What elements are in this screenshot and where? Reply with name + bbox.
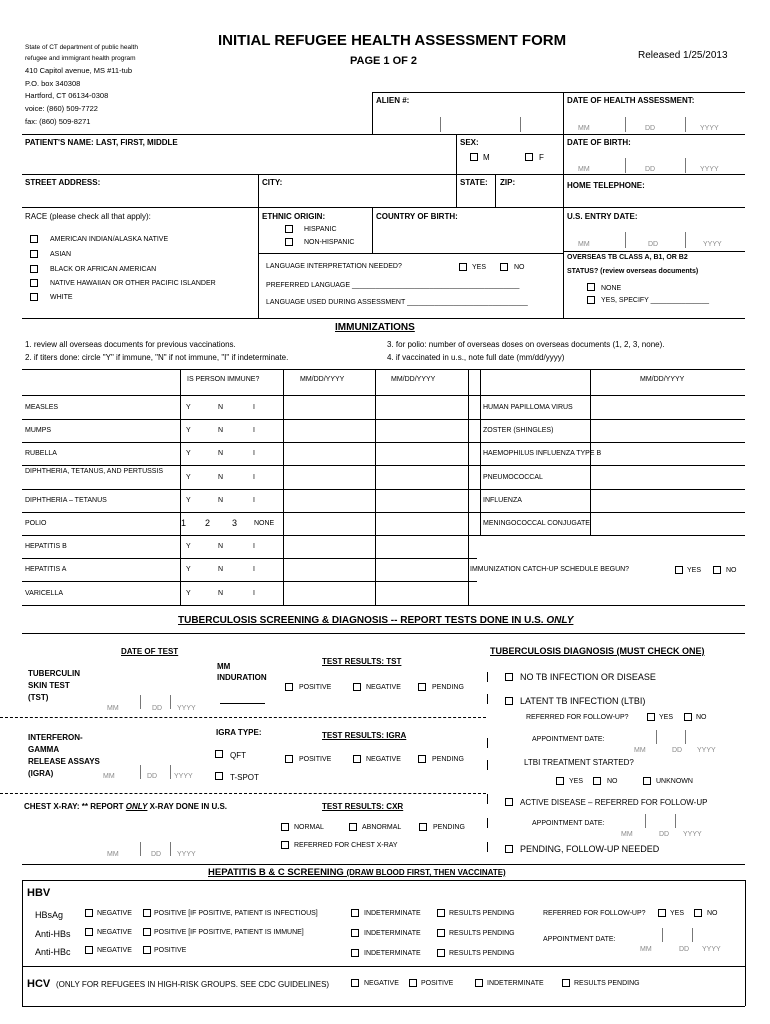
catchup-label: IMMUNIZATION CATCH-UP SCHEDULE BEGUN? (470, 566, 630, 573)
antihbc-positive-label: POSITIVE (154, 947, 187, 954)
antihbs-pending-checkbox[interactable] (437, 929, 445, 937)
vaccine-meningococcal: MENINGOCOCCAL CONJUGATE (483, 520, 590, 527)
antihbc-indeterminate-checkbox[interactable] (351, 949, 359, 957)
country-of-birth-field[interactable] (376, 222, 560, 250)
hcv-negative-label: NEGATIVE (364, 980, 399, 987)
pending-followup-checkbox[interactable] (505, 845, 513, 853)
form-title: INITIAL REFUGEE HEALTH ASSESSMENT FORM (218, 32, 567, 49)
ltbi-referred-no-checkbox[interactable] (684, 713, 692, 721)
cxr-abnormal-checkbox[interactable] (349, 823, 357, 831)
hbsag-positive-label: POSITIVE [IF POSITIVE, PATIENT IS INFECTIOUS] (154, 910, 318, 917)
vaccine-measles: MEASLES (25, 404, 59, 411)
tb-class-none-label: NONE (601, 285, 622, 292)
patient-name-label: PATIENT'S NAME: LAST, FIRST, MIDDLE (25, 138, 178, 147)
tb-class-yes-checkbox[interactable] (587, 296, 595, 304)
igra-results-label: TEST RESULTS: IGRA (322, 731, 407, 740)
hcv-pending-label: RESULTS PENDING (574, 980, 640, 987)
no-tb-checkbox[interactable] (505, 673, 513, 681)
sex-f-label: F (539, 153, 544, 162)
us-entry-date-label: U.S. ENTRY DATE: (567, 212, 638, 221)
entry-mm: MM (578, 241, 590, 248)
catchup-no-checkbox[interactable] (713, 566, 721, 574)
hbsag-negative-label: NEGATIVE (97, 910, 132, 917)
igra-type-label: IGRA TYPE: (216, 728, 262, 737)
interp-no-checkbox[interactable] (500, 263, 508, 271)
tst-induration-label: INDURATION (217, 673, 267, 682)
date-of-test-label: DATE OF TEST (121, 647, 179, 656)
igra-tspot-checkbox[interactable] (215, 772, 223, 780)
vaccine-rubella: RUBELLA (25, 450, 57, 457)
hbv-appointment-label: APPOINTMENT DATE: (543, 936, 616, 943)
antihbs-indeterminate-label: INDETERMINATE (364, 930, 421, 937)
hcv-label: HCV (27, 978, 51, 990)
street-label: STREET ADDRESS: (25, 178, 101, 187)
immun-instruction-1: 1. review all overseas documents for previous vaccinations. (25, 340, 236, 349)
zip-field[interactable] (499, 188, 559, 204)
igra-tspot-label: T-SPOT (230, 773, 259, 782)
igra-pending-checkbox[interactable] (418, 755, 426, 763)
agency-line: 410 Capitol avenue, MS #11-tub (25, 66, 133, 75)
interpretation-label: LANGUAGE INTERPRETATION NEEDED? (266, 263, 402, 270)
assessment-date-field[interactable] (566, 106, 742, 122)
non-hispanic-checkbox[interactable] (285, 238, 293, 246)
ltbi-tx-yes-checkbox[interactable] (556, 777, 564, 785)
antihbc-negative-checkbox[interactable] (85, 946, 93, 954)
tb-class-none-checkbox[interactable] (587, 283, 595, 291)
hispanic-label: HISPANIC (304, 226, 337, 233)
hbsag-pending-checkbox[interactable] (437, 909, 445, 917)
interp-no-label: NO (514, 264, 525, 271)
antihbc-label: Anti-HBc (35, 947, 71, 957)
ltbi-appointment-label: APPOINTMENT DATE: (532, 736, 605, 743)
zip-label: ZIP: (500, 178, 516, 187)
col-is-immune: IS PERSON IMMUNE? (187, 376, 260, 383)
cxr-normal-label: NORMAL (294, 824, 324, 831)
cxr-pending-label: PENDING (433, 824, 465, 831)
immun-instruction-3: 3. for polio: number of overseas doses on overseas documents (1, 2, 3, none). (387, 340, 665, 349)
ltbi-referred-yes-checkbox[interactable] (647, 713, 655, 721)
race-checkbox[interactable] (30, 265, 38, 273)
agency-line: State of CT department of public health (25, 44, 138, 51)
race-checkbox[interactable] (30, 250, 38, 258)
vaccine-zoster: ZOSTER (SHINGLES) (483, 427, 554, 434)
pending-followup-label: PENDING, FOLLOW-UP NEEDED (520, 844, 660, 854)
street-field[interactable] (24, 188, 254, 204)
igra-positive-checkbox[interactable] (285, 755, 293, 763)
agency-line: P.O. box 340308 (25, 79, 81, 88)
vaccine-pneumococcal: PNEUMOCOCCAL (483, 474, 543, 481)
dob-yyyy: YYYY (700, 166, 719, 173)
catchup-yes-label: YES (687, 567, 702, 574)
dob-field[interactable] (566, 148, 742, 164)
ltbi-referred-yes-label: YES (659, 714, 674, 721)
preferred-language-field[interactable]: PREFERRED LANGUAGE ___________________________________________ (266, 282, 520, 289)
page-label: PAGE 1 OF 2 (350, 55, 418, 67)
cxr-referred-label: REFERRED FOR CHEST X-RAY (294, 842, 398, 849)
cxr-normal-checkbox[interactable] (281, 823, 289, 831)
hcv-note: (ONLY FOR REFUGEES IN HIGH-RISK GROUPS. SEE CDC GUIDELINES) (56, 980, 330, 989)
alien-number-field[interactable] (375, 106, 561, 132)
antihbs-negative-checkbox[interactable] (85, 928, 93, 936)
hbsag-positive-checkbox[interactable] (143, 909, 151, 917)
antihbs-pending-label: RESULTS PENDING (449, 930, 515, 937)
hbv-referred-label: REFERRED FOR FOLLOW-UP? (543, 910, 646, 917)
agency-line: Hartford, CT 06134-0308 (25, 91, 109, 100)
tb-heading-only: ONLY (546, 615, 574, 626)
tst-pending-label: PENDING (432, 684, 464, 691)
hcv-positive-label: POSITIVE (421, 980, 454, 987)
sex-m-label: M (483, 153, 490, 162)
ltbi-tx-no-label: NO (607, 778, 618, 785)
col-date-2: MM/DD/YYYY (391, 376, 436, 383)
hbv-referred-no-checkbox[interactable] (694, 909, 702, 917)
antihbc-pending-label: RESULTS PENDING (449, 950, 515, 957)
assess-yyyy: YYYY (700, 125, 719, 132)
catchup-yes-checkbox[interactable] (675, 566, 683, 574)
igra-label: INTERFERON- (28, 733, 83, 742)
alien-number-label: ALIEN #: (376, 96, 410, 105)
tb-class-yes-specify[interactable]: YES, SPECIFY _______________ (601, 297, 710, 304)
igra-negative-checkbox[interactable] (353, 755, 361, 763)
catchup-no-label: NO (726, 567, 737, 574)
hbsag-negative-checkbox[interactable] (85, 909, 93, 917)
cxr-label: CHEST X-RAY: ** REPORT ONLY X-RAY DONE IN U.S. (24, 802, 228, 811)
col-date-1: MM/DD/YYYY (300, 376, 345, 383)
dob-mm: MM (578, 166, 590, 173)
ltbi-checkbox[interactable] (505, 697, 513, 705)
cxr-pending-checkbox[interactable] (419, 823, 427, 831)
hbsag-indeterminate-checkbox[interactable] (351, 909, 359, 917)
hbv-referred-yes-label: YES (670, 910, 685, 917)
col-date-3: MM/DD/YYYY (640, 376, 685, 383)
tb-diagnosis-heading: TUBERCULOSIS DIAGNOSIS (MUST CHECK ONE) (490, 646, 705, 656)
antihbs-label: Anti-HBs (35, 929, 71, 939)
vaccine-dtap: DIPHTHERIA, TETANUS, AND PERTUSSIS (25, 468, 164, 475)
sex-label: SEX: (460, 138, 479, 147)
antihbc-negative-label: NEGATIVE (97, 947, 132, 954)
ltbi-tx-yes-label: YES (569, 778, 584, 785)
ltbi-tx-unknown-checkbox[interactable] (643, 777, 651, 785)
race-option: AMERICAN INDIAN/ALASKA NATIVE (50, 236, 169, 243)
tst-mm-label: MM (217, 662, 231, 671)
dob-label: DATE OF BIRTH: (567, 138, 631, 147)
immun-instruction-4: 4. if vaccinated in u.s., note full date (mm/dd/yyyy) (387, 353, 565, 362)
hcv-negative-checkbox[interactable] (351, 979, 359, 987)
active-disease-checkbox[interactable] (505, 798, 513, 806)
entry-yyyy: YYYY (703, 241, 722, 248)
race-checkbox[interactable] (30, 293, 38, 301)
igra-qft-label: QFT (230, 751, 246, 760)
interp-yes-label: YES (472, 264, 487, 271)
ltbi-referred-label: REFERRED FOR FOLLOW-UP? (526, 714, 629, 721)
race-checkbox[interactable] (30, 235, 38, 243)
agency-line: voice: (860) 509-7722 (25, 104, 98, 113)
antihbs-positive-label: POSITIVE [IF POSITIVE, PATIENT IS IMMUNE] (154, 929, 304, 936)
tst-positive-label: POSITIVE (299, 684, 332, 691)
interp-yes-checkbox[interactable] (459, 263, 467, 271)
country-of-birth-label: COUNTRY OF BIRTH: (376, 212, 458, 221)
cxr-results-label: TEST RESULTS: CXR (322, 802, 404, 811)
vaccine-hib: HAEMOPHILUS INFLUENZA TYPE B (483, 450, 602, 457)
vaccine-hep-b: HEPATITIS B (25, 543, 67, 550)
race-label: RACE (please check all that apply): (25, 212, 151, 221)
tst-results-label: TEST RESULTS: TST (322, 657, 402, 666)
tst-pending-checkbox[interactable] (418, 683, 426, 691)
ltbi-treatment-label: LTBI TREATMENT STARTED? (524, 758, 634, 767)
igra-qft-checkbox[interactable] (215, 750, 223, 758)
sex-f-checkbox[interactable] (525, 153, 533, 161)
hcv-positive-checkbox[interactable] (409, 979, 417, 987)
home-telephone-label: HOME TELEPHONE: (567, 181, 645, 190)
tst-positive-checkbox[interactable] (285, 683, 293, 691)
sex-m-checkbox[interactable] (470, 153, 478, 161)
ltbi-referred-no-label: NO (696, 714, 707, 721)
tb-class-label: OVERSEAS TB CLASS A, B1, OR B2 (567, 254, 688, 261)
entry-dd: DD (648, 241, 659, 248)
igra-positive-label: POSITIVE (299, 756, 332, 763)
hbv-label: HBV (27, 887, 51, 899)
vaccine-hep-a: HEPATITIS A (25, 566, 67, 573)
hbsag-pending-label: RESULTS PENDING (449, 910, 515, 917)
tb-class-status-label: STATUS? (review overseas documents) (567, 268, 699, 275)
ltbi-tx-unknown-label: UNKNOWN (656, 778, 693, 785)
active-appointment-label: APPOINTMENT DATE: (532, 820, 605, 827)
immun-instruction-2: 2. if titers done: circle "Y" if immune, "N" if not immune, "I" if indeterminate. (25, 353, 289, 362)
igra-negative-label: NEGATIVE (366, 756, 401, 763)
antihbc-positive-checkbox[interactable] (143, 946, 151, 954)
ltbi-tx-no-checkbox[interactable] (593, 777, 601, 785)
vaccine-hpv: HUMAN PAPILLOMA VIRUS (483, 404, 573, 411)
tst-negative-label: NEGATIVE (366, 684, 401, 691)
antihbc-indeterminate-label: INDETERMINATE (364, 950, 421, 957)
hepatitis-heading: HEPATITIS B & C SCREENING (DRAW BLOOD FIRST, THEN VACCINATE) (208, 867, 506, 878)
hbsag-indeterminate-label: INDETERMINATE (364, 910, 421, 917)
agency-line: refugee and immigrant health program (25, 55, 136, 62)
race-option: NATIVE HAWAIIAN OR OTHER PACIFIC ISLANDER (50, 280, 216, 287)
hcv-pending-checkbox[interactable] (562, 979, 570, 987)
us-entry-date-field[interactable] (566, 222, 742, 238)
assessment-date-label: DATE OF HEALTH ASSESSMENT: (567, 96, 695, 105)
race-option: WHITE (50, 294, 73, 301)
city-field[interactable] (262, 188, 452, 204)
assess-dd: DD (645, 125, 656, 132)
antihbc-pending-checkbox[interactable] (437, 949, 445, 957)
city-label: CITY: (262, 178, 283, 187)
assess-mm: MM (578, 125, 590, 132)
antihbs-indeterminate-checkbox[interactable] (351, 929, 359, 937)
vaccine-polio: POLIO (25, 520, 47, 527)
hbv-referred-yes-checkbox[interactable] (658, 909, 666, 917)
release-date: Released 1/25/2013 (638, 50, 728, 61)
home-telephone-field[interactable] (566, 191, 742, 205)
tst-induration-field[interactable] (218, 686, 266, 702)
vaccine-mumps: MUMPS (25, 427, 52, 434)
vaccine-varicella: VARICELLA (25, 590, 63, 597)
ethnic-origin-label: ETHNIC ORIGIN: (262, 212, 326, 221)
hbv-referred-no-label: NO (707, 910, 718, 917)
patient-name-field[interactable] (24, 148, 454, 172)
hispanic-checkbox[interactable] (285, 225, 293, 233)
antihbs-negative-label: NEGATIVE (97, 929, 132, 936)
race-option: ASIAN (50, 251, 72, 258)
tst-label: TUBERCULIN (28, 669, 80, 678)
agency-line: fax: (860) 509-8271 (25, 117, 91, 126)
antihbs-positive-checkbox[interactable] (143, 928, 151, 936)
race-option: BLACK OR AFRICAN AMERICAN (50, 266, 157, 273)
race-checkbox[interactable] (30, 279, 38, 287)
non-hispanic-label: NON-HISPANIC (304, 239, 355, 246)
active-disease-label: ACTIVE DISEASE – REFERRED FOR FOLLOW-UP (520, 798, 708, 807)
hbsag-label: HBsAg (35, 910, 64, 920)
hcv-indeterminate-label: INDETERMINATE (487, 980, 544, 987)
hcv-indeterminate-checkbox[interactable] (475, 979, 483, 987)
cxr-abnormal-label: ABNORMAL (362, 824, 402, 831)
dob-dd: DD (645, 166, 656, 173)
no-tb-label: NO TB INFECTION OR DISEASE (520, 672, 656, 682)
tb-heading: TUBERCULOSIS SCREENING & DIAGNOSIS -- REPORT TESTS DONE IN U.S. ONLY (178, 615, 574, 626)
language-used-field[interactable]: LANGUAGE USED DURING ASSESSMENT _______________________________ (266, 299, 528, 306)
vaccine-dt: DIPHTHERIA – TETANUS (25, 497, 107, 504)
immunizations-heading: IMMUNIZATIONS (335, 322, 415, 333)
igra-pending-label: PENDING (432, 756, 464, 763)
cxr-referred-checkbox[interactable] (281, 841, 289, 849)
tst-negative-checkbox[interactable] (353, 683, 361, 691)
vaccine-influenza: INFLUENZA (483, 497, 522, 504)
state-label: STATE: (460, 178, 488, 187)
ltbi-label: LATENT TB INFECTION (LTBI) (520, 696, 646, 706)
